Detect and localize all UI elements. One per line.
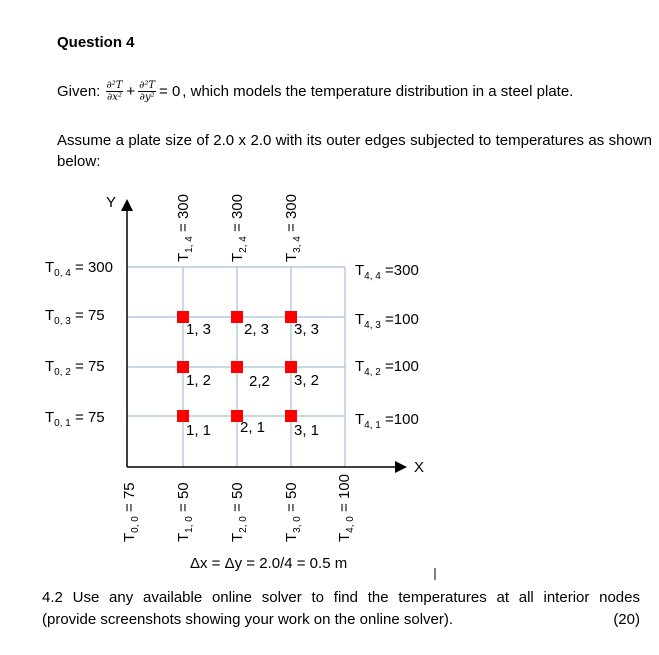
node-marker: [285, 410, 297, 422]
node-marker: [231, 361, 243, 373]
left-boundary-labels: [45, 259, 113, 429]
task-marks: (20): [613, 611, 640, 628]
node-label: 3, 2: [294, 372, 320, 389]
left-label: $T_{0, 1} = 75$: [45, 409, 105, 429]
node-label: 1, 1: [186, 422, 212, 439]
bottom-label: $T_{2, 0} = 50$: [229, 482, 249, 542]
node-label: 2,2: [249, 373, 270, 390]
left-label: $T_{0, 4} = 300$: [45, 259, 113, 279]
plus-sign: +: [126, 83, 136, 100]
given-suffix: , which models the temperature distribution in a steel plate.: [182, 83, 574, 100]
bottom-label: $T_{4, 0} = 100$: [336, 474, 356, 542]
left-label: $T_{0, 3} = 75$: [45, 307, 105, 327]
right-label: $T_{4, 3} =100$: [355, 311, 419, 331]
right-label: $T_{4, 1} =100$: [355, 411, 419, 431]
y-axis-label: Y: [106, 194, 117, 211]
equals-zero: = 0: [159, 83, 181, 100]
fraction-numerator: ∂²T: [106, 80, 123, 91]
task-text: [42, 587, 640, 631]
node-label: 3, 1: [294, 422, 320, 439]
fraction-numerator: ∂²T: [139, 80, 156, 91]
top-label: $T_{2, 4} = 300$: [229, 194, 249, 262]
interior-nodes: [177, 311, 319, 439]
given-prefix: Given:: [57, 83, 101, 100]
node-marker: [231, 311, 243, 323]
bottom-label: $T_{1, 0} = 50$: [175, 482, 195, 542]
node-label: 1, 2: [186, 372, 212, 389]
node-label: 3, 3: [294, 321, 320, 338]
task-line-1: 4.2 Use any available online solver to find the temperatures at all interior nodes: [42, 589, 640, 606]
x-axis-label: X: [414, 459, 425, 476]
bottom-label: $T_{0, 0} = 75$: [121, 482, 141, 542]
bottom-boundary-labels: [121, 474, 356, 542]
node-label: 2, 3: [244, 321, 270, 338]
question-title: Question 4: [57, 34, 135, 51]
top-boundary-labels: [175, 194, 303, 262]
top-label: $T_{3, 4} = 300$: [283, 194, 303, 262]
node-marker: [177, 410, 189, 422]
top-label: $T_{1, 4} = 300$: [175, 194, 195, 262]
fraction-denominator: ∂y²: [139, 92, 155, 103]
bottom-label: $T_{3, 0} = 50$: [283, 482, 303, 542]
node-label: 2, 1: [240, 419, 266, 436]
fraction-denominator: ∂x²: [107, 92, 122, 103]
right-boundary-labels: [355, 262, 419, 431]
left-label: $T_{0, 2} = 75$: [45, 358, 105, 378]
task-line-2: (provide screenshots showing your work on the online solver).: [42, 611, 454, 628]
right-label: $T_{4, 2} =100$: [355, 358, 419, 378]
assumption-text: Assume a plate size of 2.0 x 2.0 with its outer edges subjected to temperatures as shown below:: [57, 132, 652, 170]
node-label: 1, 3: [186, 321, 212, 338]
spacing-label: Δx = Δy = 2.0/4 = 0.5 m: [190, 555, 348, 572]
right-label: $T_{4, 4} =300$: [355, 262, 419, 282]
